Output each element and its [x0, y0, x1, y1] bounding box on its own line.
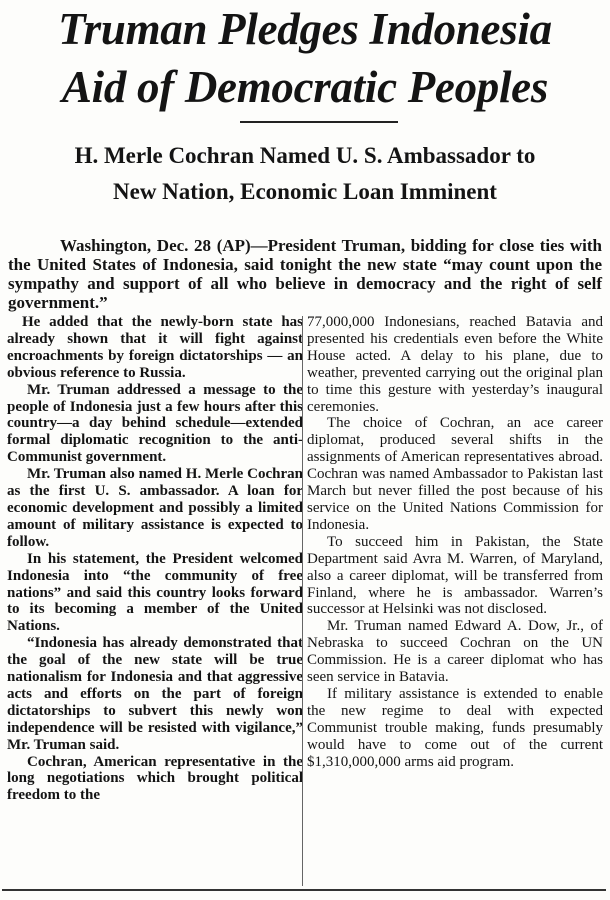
- paragraph: The choice of Cochran, an ace career diplomat, produced several shifts in the assignments of American representatives abroad. Cochran was named Ambassador to Pakistan last March but never filled the post because of his service on the United Nations Commission for Indonesia.: [307, 415, 603, 533]
- paragraph: If military assistance is extended to enable the new regime to deal with expected Communist trouble making, funds presumably would have to come out of the current $1,310,000,000 arms aid program.: [307, 685, 603, 770]
- headline-line-2: Aid of Democratic Peoples: [61, 62, 549, 112]
- column-divider: [302, 316, 303, 886]
- paragraph: 77,000,000 Indonesians, reached Batavia and presented his credentials even before the White House acted. A delay to his plane, due to weather, prevented carrying out the original plan to time this gesture with yesterday’s inaugural ceremonies.: [307, 314, 603, 415]
- paragraph: In his statement, the President welcomed Indonesia into “the community of free nations” and said this country looks forward to its becoming a member of the United Nations.: [7, 550, 303, 635]
- paragraph: Mr. Truman addressed a message to the people of Indonesia just a few hours after this country—a day behind schedule—extended formal diplomatic recognition to the anti-Communist government.: [7, 381, 303, 466]
- right-column: [307, 314, 603, 886]
- paragraph: Cochran, American representative in the long negotiations which brought political freedom to the: [7, 753, 303, 804]
- lede-paragraph: Washington, Dec. 28 (AP)—President Truman, bidding for close ties with the United States of Indonesia, said tonight the new state “may count upon the sympathy and support of all who believe in democracy and the right of self government.”: [8, 236, 602, 312]
- paragraph: Mr. Truman also named H. Merle Cochran as the first U. S. ambassador. A loan for economic development and possibly a limited amount of military assistance is expected to follow.: [7, 466, 303, 550]
- paragraph: Mr. Truman named Edward A. Dow, Jr., of Nebraska to succeed Cochran on the UN Commission. He is a career diplomat who has seen service in Batavia.: [307, 618, 603, 686]
- left-column: [7, 314, 303, 886]
- subheadline-line-1: H. Merle Cochran Named U. S. Ambassador to: [74, 143, 536, 168]
- subheadline: [0, 138, 610, 210]
- headline-rule: [240, 121, 398, 123]
- paragraph: To succeed him in Pakistan, the State Department said Avra M. Warren, of Maryland, also a career diplomat, will be transferred from Finland, where he is ambassador. Warren’s successor at Helsinki was not disclosed.: [307, 533, 603, 618]
- bottom-rule: [2, 889, 606, 891]
- subheadline-line-2: New Nation, Economic Loan Imminent: [113, 179, 497, 204]
- headline-line-1: Truman Pledges Indonesia: [58, 4, 552, 54]
- paragraph: He added that the newly-born state has already shown that it will fight against encroachments by foreign dictatorships — an obvious reference to Russia.: [7, 314, 303, 381]
- headline: [0, 0, 610, 116]
- paragraph: “Indonesia has already demonstrated that the goal of the new state will be true nationalism for Indonesia and that aggressive acts and efforts on the part of foreign dictatorships to subvert this newly won independence will be resisted with vigilance,” Mr. Truman said.: [7, 635, 303, 753]
